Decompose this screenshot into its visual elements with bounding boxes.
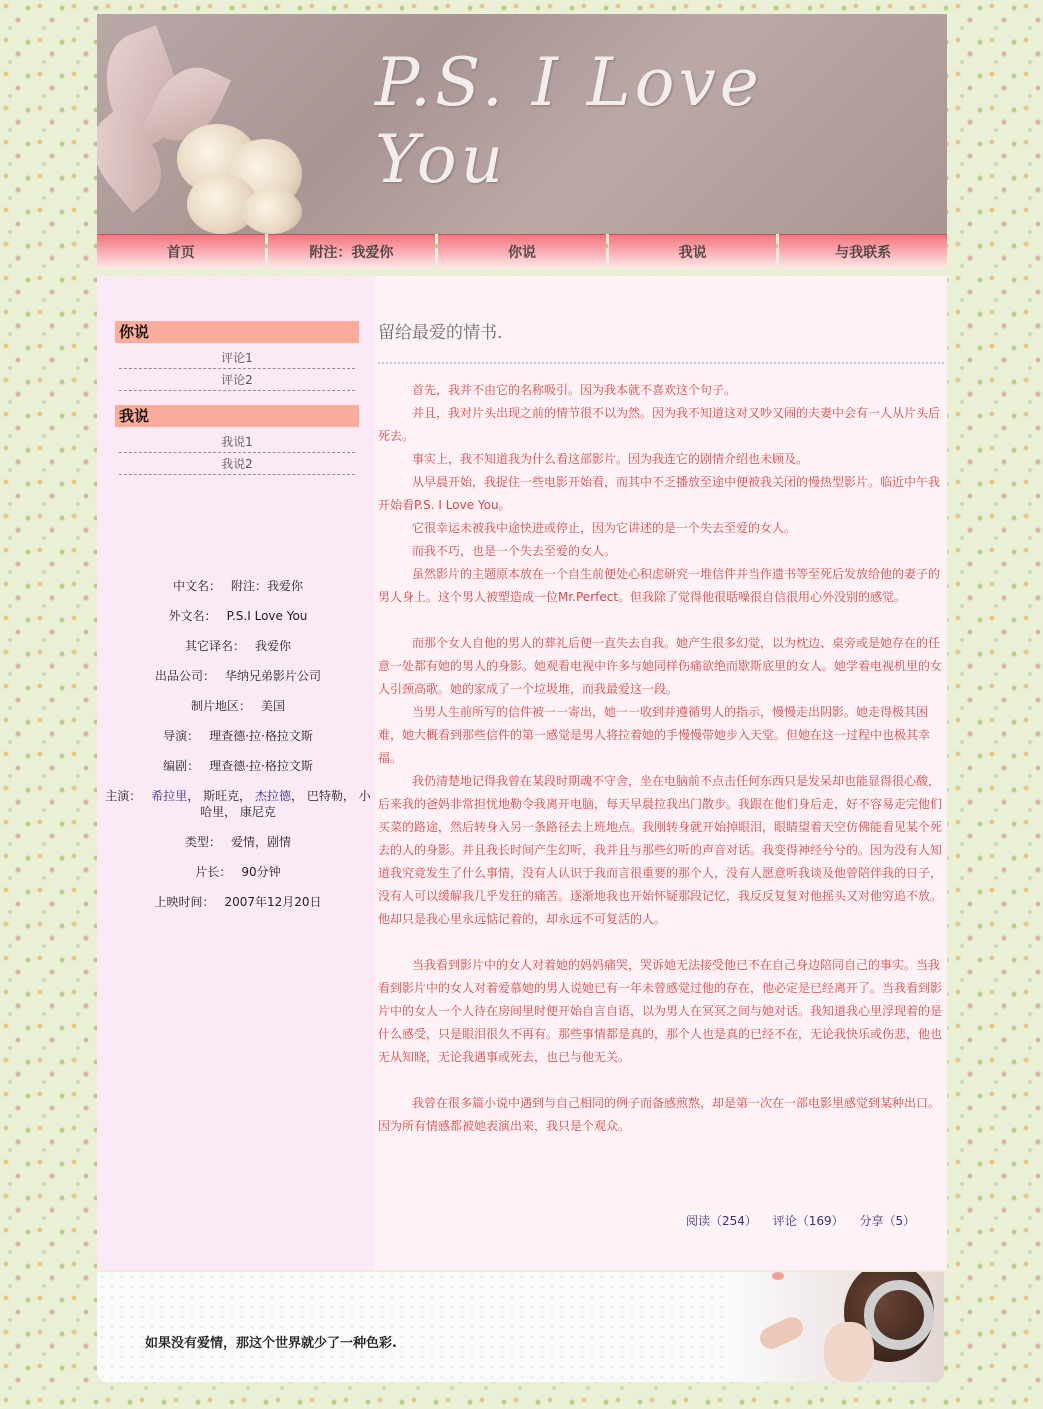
info-genre: 类型： 爱情，剧情 [184,835,292,849]
info-alt-name: 其它译名： 我爱你 [184,639,292,653]
content-area [97,276,947,1270]
nav-item-ps-i-love-you[interactable]: 附注：我爱你 [268,234,436,268]
post-paragraph: 它很幸运未被我中途快进或停止，因为它讲述的是一个失去至爱的女人。 [412,521,797,535]
nav-item-home[interactable]: 首页 [97,234,265,268]
header-banner [97,14,947,234]
cast-link-gerard[interactable]: 杰拉德 [255,789,292,803]
page-wrapper [97,14,947,1384]
nav-item-contact[interactable]: 与我联系 [779,234,947,268]
footer [97,1272,944,1382]
post-paragraph: 我仍清楚地记得我曾在某段时期魂不守舍，坐在电脑前不点击任何东西只是发呆却也能显得很心酸，后来我的爸妈非常担忧地勒令我离开电脑，每天早晨拉我出门散步。我跟在他们身后走，好不容易走完他们买菜的路途，然后转身入另一条路径去上班地点。我刚转身就开始掉眼泪，眼睛望着天空仿佛能看见某个死去的人的身影。并且我长时间产生幻听，我并且与那些幻听的声音对话。我变得神经兮兮的。因为没有人知道我究竟发生了什么事情，没有人认识于我而言很重要的那个人，没有人愿意听我谈及他曾陪伴我的日子，没有人可以缓解我几乎发狂的痛苦。逐渐地我也开始怀疑那段记忆，我反反复复对他摇头又对他穷追不放。他却只是我心里永远惦记着的，却永远不可复活的人。 [378,774,943,926]
banner-title: P.S. I Love You [375,44,763,198]
info-director: 导演： 理查德·拉·格拉文斯 [163,729,313,743]
sidebar-link-comment-1[interactable]: 评论1 [119,348,355,369]
sidebar-link-i-say-2[interactable]: 我说2 [119,454,355,475]
info-writer: 编剧： 理查德·拉·格拉文斯 [163,759,313,773]
post-paragraph: 而我不巧，也是一个失去至爱的女人。 [412,544,617,558]
post-paragraph: 当男人生前所写的信件被一一寄出，她一一收到并遵循男人的指示，慢慢走出阴影。她走得极其困难，她大概看到那些信件的第一感觉是男人将拉着她的手慢慢带她步入天堂。但她在这一过程中也极其幸福。 [378,705,931,765]
info-company: 出品公司： 华纳兄弟影片公司 [154,669,322,683]
post-stats [686,1212,927,1229]
post-title: 留给最爱的情书. [378,323,503,343]
nav-item-i-say[interactable]: 我说 [609,234,777,268]
share-count-link[interactable]: 分享（5） [859,1214,916,1228]
info-cast: 主演： 希拉里， 斯旺克， 杰拉德， 巴特勒， 小哈里， 康尼克 [105,789,371,819]
post-paragraph: 事实上，我不知道我为什么看这部影片。因为我连它的剧情介绍也未顾及。 [412,452,809,466]
headphone-girl-photo [724,1272,944,1382]
title-divider [378,362,944,364]
post-paragraph: 而那个女人自他的男人的葬礼后便一直失去自我。她产生很多幻觉，以为枕边、桌旁或是她存在的任意一处都有她的男人的身影。她观看电视中许多与她同样伤痛欲绝而歇斯底里的女人。她学着电视机里的女人引颈高歌。她的家成了一个垃圾堆，而我最爱这一段。 [378,636,943,696]
comment-count-link[interactable]: 评论（169） [772,1214,844,1228]
sidebar-link-i-say-1[interactable]: 我说1 [119,432,355,453]
info-release: 上映时间： 2007年12月20日 [154,895,322,909]
rose-illustration [117,104,317,234]
sidebar [97,276,375,1270]
info-region: 制片地区： 美国 [190,699,286,713]
post-paragraph: 我曾在很多篇小说中遇到与自己相同的例子而备感煎熬，却是第一次在一部电影里感觉到某种出口。因为所有情感都被她表演出来，我只是个观众。 [378,1096,941,1133]
main-nav [97,234,947,268]
you-say-heading: 你说 [115,321,359,343]
info-foreign-name: 外文名： P.S.I Love You [168,609,308,623]
info-length: 片长： 90分钟 [195,865,281,879]
cast-link-hilary[interactable]: 希拉里 [151,789,188,803]
post-paragraph: 从早晨开始，我捉住一些电影开始看，而其中不乏播放至途中便被我关闭的慢热型影片。临近中午我开始看P.S. I Love You。 [378,475,941,512]
i-say-heading: 我说 [115,405,359,427]
post-paragraph: 首先，我并不由它的名称吸引。因为我本就不喜欢这个句子。 [412,383,737,397]
sidebar-link-comment-2[interactable]: 评论2 [119,370,355,391]
nav-item-you-say[interactable]: 你说 [438,234,606,268]
info-cn-name: 中文名： 附注：我爱你 [172,579,304,593]
footer-tagline: 如果没有爱情，那这个世界就少了一种色彩. [145,1336,397,1351]
post-paragraph: 并且，我对片头出现之前的情节很不以为然。因为我不知道这对又吵又闹的夫妻中会有一人从片头后死去。 [378,406,941,443]
read-count-link[interactable]: 阅读（254） [686,1214,757,1228]
post-paragraph: 虽然影片的主题原本放在一个自生前便处心积虑研究一堆信件并当作遗书等至死后发放给他的妻子的男人身上。这个男人被塑造成一位Mr.Perfect。但我除了觉得他很聒噪很自信很用心外没别的感觉。 [378,567,941,604]
post-paragraph: 当我看到影片中的女人对着她的妈妈痛哭，哭诉她无法接受他已不在自己身边陪同自己的事实。当我看到影片中的女人对着爱慕她的男人说她已有一年未曾感觉过他的存在，他必定是已经离开了。当我看到影片中的女人一个人待在房间里时便开始自言自语，以为男人在冥冥之间与她对话。我知道我心里浮现着的是什么感受，只是眼泪很久不再有。那些事情都是真的，那个人也是真的已经不在，无论我快乐或伤悲，他也无从知晓，无论我遇事或死去，也已与他无关。 [378,958,943,1064]
